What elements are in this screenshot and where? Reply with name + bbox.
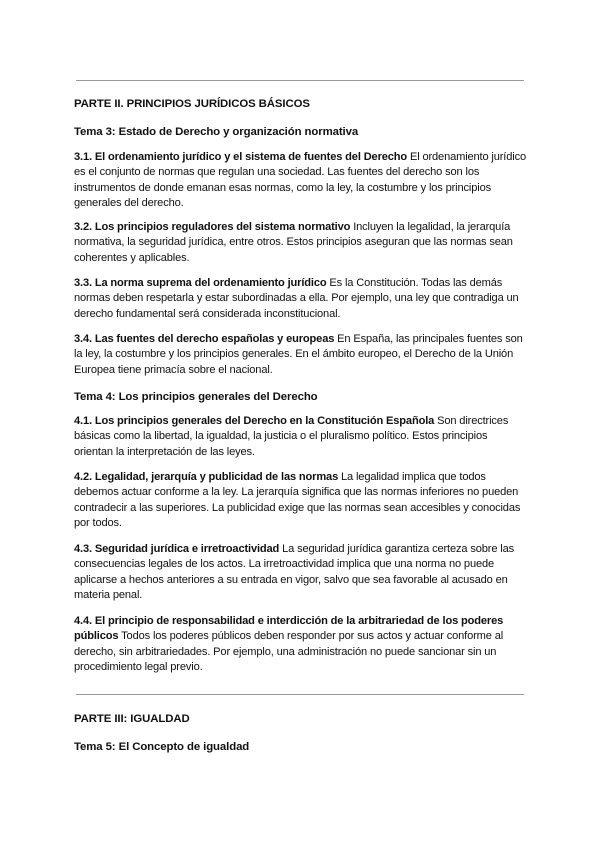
section-3-2 [74, 220, 526, 266]
section-4-2-body: La legalidad implica que todos debemos actuar conforme a la ley. La jerarquía significa que las normas inferiores no pueden contradecir a las superiores. La publicidad exige que las normas sean accesibles y conocidas por todos. [74, 471, 521, 529]
section-4-2 [74, 470, 526, 531]
horizontal-rule-top [76, 80, 524, 81]
section-4-4-body: Todos los poderes públicos deben responder por sus actos y actuar conforme al derecho, sin arbitrariedades. Por ejemplo, una administración no puede sancionar sin un procedimiento legal previo. [74, 630, 504, 673]
section-3-4-body: En España, las principales fuentes son la ley, la costumbre y los principios generales. En el ámbito europeo, el Derecho de la Unión Europea tiene primacía sobre el nacional. [74, 333, 523, 376]
section-4-4 [74, 614, 526, 675]
section-3-1 [74, 150, 526, 211]
section-3-3 [74, 276, 526, 322]
section-3-3-body: Es la Constitución. Todas las demás normas deben respetarla y estar subordinadas a ella. Por ejemplo, una ley que contradiga un derecho fundamental será considerada inconstitucional. [74, 277, 519, 320]
section-4-2-heading: 4.2. Legalidad, jerarquía y publicidad de las normas [74, 471, 339, 483]
section-4-1-body: Son directrices básicas como la libertad, la igualdad, la justicia o el pluralismo político. Estos principios orientan la interpretación de las leyes. [74, 415, 509, 458]
section-3-2-heading: 3.2. Los principios reguladores del sistema normativo [74, 221, 351, 233]
section-4-3-heading: 4.3. Seguridad jurídica e irretroactividad [74, 543, 280, 555]
section-3-4 [74, 332, 526, 378]
tema-5-title: Tema 5: El Concepto de igualdad [74, 741, 250, 753]
section-3-4-heading: 3.4. Las fuentes del derecho españolas y europeas [74, 333, 335, 345]
section-3-3-heading: 3.3. La norma suprema del ordenamiento jurídico [74, 277, 327, 289]
part-iii-title: PARTE III: IGUALDAD [74, 713, 190, 725]
horizontal-rule-middle [76, 694, 524, 695]
section-3-1-body: El ordenamiento jurídico es el conjunto de normas que regulan una sociedad. Las fuentes del derecho son los instrumentos de donde emanan esas normas, como la ley, la costumbre y los principios generales del derecho. [74, 151, 526, 209]
part-ii-title: PARTE II. PRINCIPIOS JURÍDICOS BÁSICOS [74, 98, 310, 110]
section-4-1 [74, 414, 526, 460]
section-3-2-body: Incluyen la legalidad, la jerarquía normativa, la seguridad jurídica, entre otros. Estos principios aseguran que las normas sean coherentes y aplicables. [74, 221, 513, 264]
tema-4-title: Tema 4: Los principios generales del Derecho [74, 391, 318, 403]
tema-3-title: Tema 3: Estado de Derecho y organización normativa [74, 126, 359, 138]
section-4-3-body: La seguridad jurídica garantiza certeza sobre las consecuencias legales de los actos. La irretroactividad implica que una norma no puede aplicarse a hechos anteriores a su entrada en vigor, salvo que sea favorable al acusado en materia penal. [74, 543, 515, 601]
section-4-1-heading: 4.1. Los principios generales del Derecho en la Constitución Española [74, 415, 435, 427]
section-4-3 [74, 542, 526, 603]
section-3-1-heading: 3.1. El ordenamiento jurídico y el sistema de fuentes del Derecho [74, 151, 408, 163]
section-4-4-heading: 4.4. El principio de responsabilidad e interdicción de la arbitrariedad de los poderes públicos [74, 615, 504, 643]
